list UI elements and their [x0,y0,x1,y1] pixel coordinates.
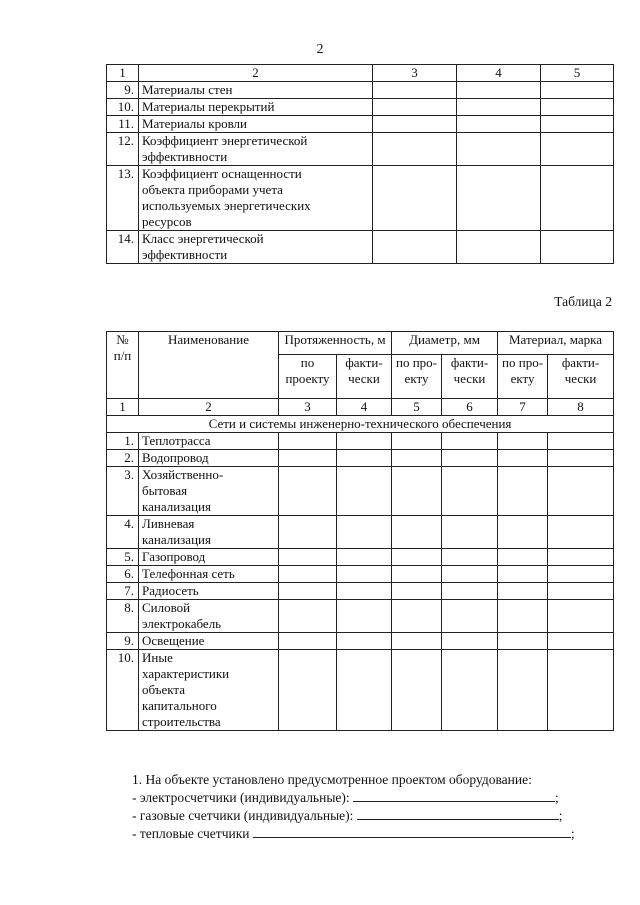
row-label-line: эффективности [142,247,228,262]
value-cell [279,650,337,731]
fill-in-field[interactable] [253,825,571,838]
value-cell [548,467,614,516]
value-cell [541,82,614,99]
value-cell [392,549,442,566]
row-number: 2. [107,450,139,467]
row-label-line: Газопровод [142,549,206,564]
row-label [139,231,373,264]
value-cell [541,133,614,166]
value-cell [548,633,614,650]
row-label-line: электрокабель [142,616,222,631]
fill-in-field[interactable] [357,807,559,820]
value-cell [392,583,442,600]
value-cell [442,566,498,583]
value-cell [548,583,614,600]
row-number: 6. [107,566,139,583]
value-cell [548,516,614,549]
row-label-line: Освещение [142,633,205,648]
row-label-line: Материалы стен [142,82,233,97]
table1-header-cell: 1 [107,65,139,82]
equipment-end: ; [558,808,563,823]
row-number: 5. [107,549,139,566]
row-label [139,116,373,133]
equipment-end: ; [555,790,559,805]
equipment-line [132,789,612,807]
by-project-header: по про-екту [392,354,442,398]
row-label [139,650,279,731]
equipment-label: - электросчетчики (индивидуальные): [132,790,350,805]
value-cell [373,133,457,166]
equipment-line [132,825,612,843]
section-title: Сети и системы инженерно-технического обеспечения [107,416,614,433]
value-cell [279,600,337,633]
num-header-line: п/п [113,348,132,363]
value-cell [548,600,614,633]
row-number: 9. [107,82,139,99]
value-cell [279,583,337,600]
row-label-line: Материалы перекрытий [142,99,275,114]
value-cell [337,566,392,583]
row-label [139,433,279,450]
row-label-line: капитального [142,698,217,713]
row-number: 13. [107,166,139,231]
value-cell [373,116,457,133]
row-label [139,467,279,516]
num-header-line: № [116,332,129,347]
table2-row [107,450,614,467]
table2-head-row-1 [107,332,614,355]
value-cell [337,516,392,549]
value-cell [457,166,541,231]
table1-row [107,116,614,133]
table1-row [107,99,614,116]
row-label [139,583,279,600]
value-cell [548,549,614,566]
value-cell [279,549,337,566]
table2-row [107,600,614,633]
value-cell [279,450,337,467]
row-number: 10. [107,99,139,116]
table1-row [107,82,614,99]
row-number: 12. [107,133,139,166]
value-cell [392,633,442,650]
by-project-header: по про-екту [498,354,548,398]
value-cell [548,650,614,731]
value-cell [279,467,337,516]
equipment-end: ; [570,826,575,841]
table1-row [107,133,614,166]
table2-index-cell: 6 [442,399,498,416]
row-label [139,549,279,566]
value-cell [279,633,337,650]
row-number: 14. [107,231,139,264]
table1-header-cell: 2 [139,65,373,82]
actual-header: факти-чески [442,354,498,398]
row-label-line: Класс энергетической [142,231,264,246]
fill-in-field[interactable] [353,789,555,802]
row-label-line: Теплотрасса [142,433,211,448]
equipment-intro: 1. На объекте установлено предусмотренное проектом оборудование: [132,772,532,787]
table2-row [107,583,614,600]
value-cell [457,116,541,133]
value-cell [498,633,548,650]
value-cell [442,583,498,600]
value-cell [337,467,392,516]
row-label-line: объекта приборами учета [142,182,283,197]
value-cell [337,433,392,450]
row-label-line: канализация [142,532,211,547]
value-cell [337,549,392,566]
value-cell [392,467,442,516]
value-cell [442,600,498,633]
equipment-line [132,807,612,825]
table1-row [107,166,614,231]
row-label [139,166,373,231]
equipment-label: - тепловые счетчики [132,826,250,841]
value-cell [548,433,614,450]
row-label [139,99,373,116]
value-cell [373,231,457,264]
page-number: 2 [316,42,324,57]
value-cell [279,433,337,450]
value-cell [498,650,548,731]
num-header [107,332,139,399]
value-cell [457,231,541,264]
value-cell [442,467,498,516]
table2-index-cell: 3 [279,399,337,416]
row-label-line: Радиосеть [142,583,199,598]
value-cell [457,133,541,166]
row-label [139,633,279,650]
table2-caption: Таблица 2 [554,294,612,309]
value-cell [373,99,457,116]
table2-row [107,633,614,650]
row-number: 7. [107,583,139,600]
row-number: 8. [107,600,139,633]
value-cell [337,583,392,600]
value-cell [541,231,614,264]
value-cell [337,650,392,731]
length-header: Протяженность, м [279,332,392,355]
table1-row [107,231,614,264]
row-label-line: Коэффициент энергетической [142,133,308,148]
row-label-line: Иные [142,650,173,665]
value-cell [498,566,548,583]
equipment-label: - газовые счетчики (индивидуальные): [132,808,354,823]
row-label [139,450,279,467]
actual-header: факти-чески [548,354,614,398]
row-label-line: канализация [142,499,211,514]
value-cell [337,600,392,633]
table2-index-cell: 2 [139,399,279,416]
row-label-line: Ливневая [142,516,195,531]
material-header: Материал, марка [498,332,614,355]
table1-index-row [107,65,614,82]
name-header: Наименование [139,332,279,399]
value-cell [392,566,442,583]
table-continued [106,64,614,264]
value-cell [457,99,541,116]
row-number: 9. [107,633,139,650]
value-cell [498,467,548,516]
row-label [139,133,373,166]
value-cell [541,99,614,116]
value-cell [337,633,392,650]
table2-row [107,566,614,583]
value-cell [442,433,498,450]
table2-row [107,467,614,516]
value-cell [373,166,457,231]
table2-index-cell: 1 [107,399,139,416]
row-label-line: характеристики [142,666,230,681]
by-project-header: по проекту [279,354,337,398]
value-cell [498,450,548,467]
row-label-line: Телефонная сеть [142,566,235,581]
actual-header: факти-чески [337,354,392,398]
row-label-line: объекта [142,682,186,697]
row-number: 1. [107,433,139,450]
row-number: 11. [107,116,139,133]
table2-index-row [107,399,614,416]
row-label-line: Водопровод [142,450,209,465]
row-label-line: эффективности [142,149,228,164]
value-cell [498,583,548,600]
row-label-line: строительства [142,714,221,729]
value-cell [442,650,498,731]
value-cell [541,116,614,133]
table2-index-cell: 8 [548,399,614,416]
table2-index-cell: 7 [498,399,548,416]
value-cell [392,433,442,450]
value-cell [279,516,337,549]
diameter-header: Диаметр, мм [392,332,498,355]
utilities-table [106,331,614,731]
row-label-line: бытовая [142,483,188,498]
value-cell [457,82,541,99]
row-label [139,600,279,633]
value-cell [392,516,442,549]
section-title-row [107,416,614,433]
value-cell [442,450,498,467]
table2-row [107,650,614,731]
value-cell [392,450,442,467]
row-label-line: Силовой [142,600,191,615]
value-cell [392,650,442,731]
row-label-line: Коэффициент оснащенности [142,166,302,181]
row-label [139,516,279,549]
row-number: 3. [107,467,139,516]
value-cell [548,566,614,583]
row-label-line: Материалы кровли [142,116,247,131]
table2-row [107,516,614,549]
value-cell [548,450,614,467]
table2-row [107,549,614,566]
value-cell [442,633,498,650]
value-cell [442,516,498,549]
value-cell [392,600,442,633]
value-cell [498,433,548,450]
row-number: 4. [107,516,139,549]
value-cell [498,600,548,633]
value-cell [442,549,498,566]
table1-header-cell: 4 [457,65,541,82]
row-label [139,82,373,99]
table2-index-cell: 4 [337,399,392,416]
table1-header-cell: 5 [541,65,614,82]
row-label-line: используемых энергетических [142,198,311,213]
value-cell [373,82,457,99]
equipment-note [132,771,612,843]
row-number: 10. [107,650,139,731]
value-cell [279,566,337,583]
table2-row [107,433,614,450]
value-cell [541,166,614,231]
value-cell [337,450,392,467]
value-cell [498,516,548,549]
table1-header-cell: 3 [373,65,457,82]
row-label-line: ресурсов [142,214,192,229]
value-cell [498,549,548,566]
table2-index-cell: 5 [392,399,442,416]
row-label-line: Хозяйственно- [142,467,224,482]
row-label [139,566,279,583]
